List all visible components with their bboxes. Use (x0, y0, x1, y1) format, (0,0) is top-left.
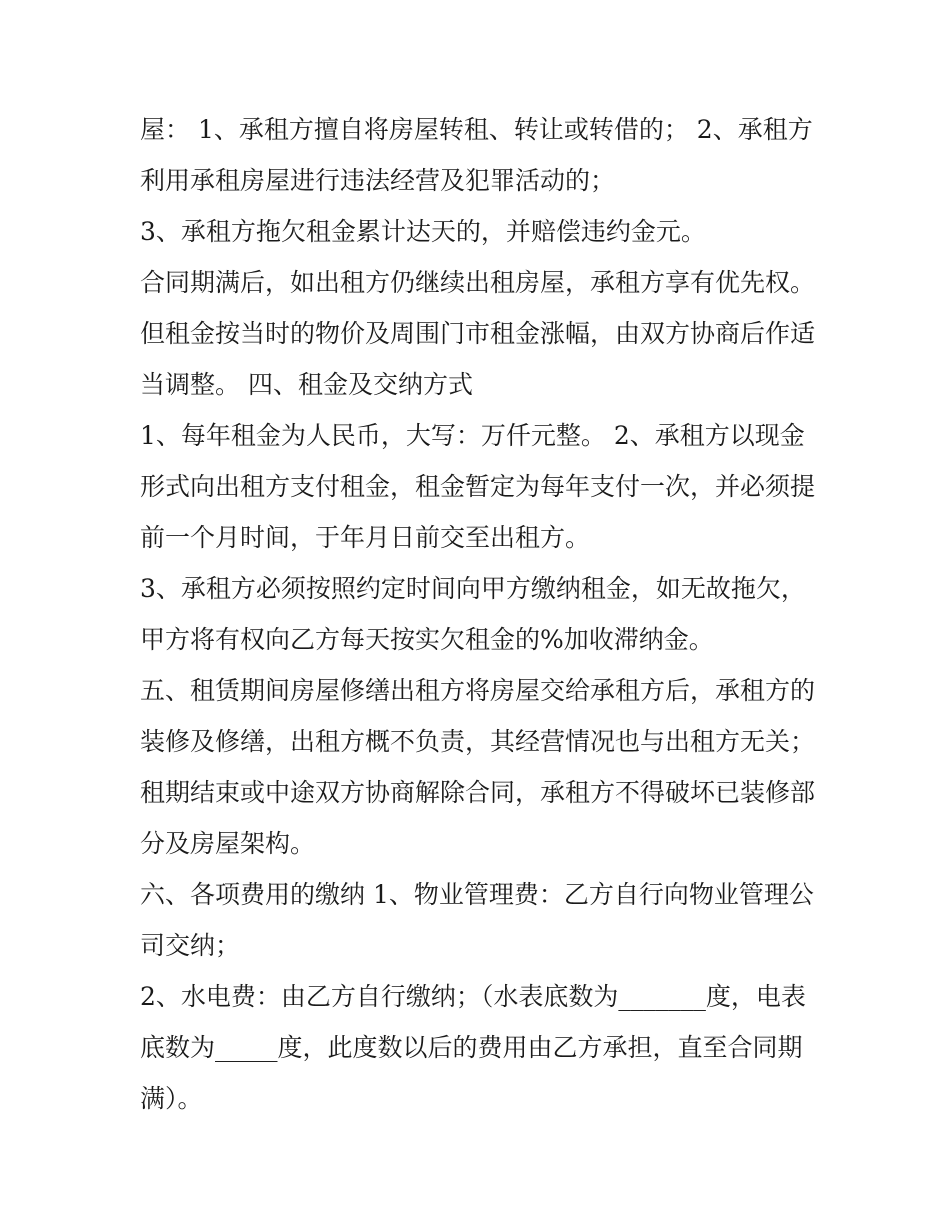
text-line: 2、水电费：由乙方自行缴纳；（水表底数为_______度，电表 (140, 982, 806, 1011)
text-line: 3、承租方必须按照约定时间向甲方缴纳租金，如无故拖欠， (140, 574, 806, 603)
text-line: 合同期满后，如出租方仍继续出租房屋，承租方享有优先权。 (140, 268, 816, 297)
text-line: 利用承租房屋进行违法经营及犯罪活动的； (140, 166, 616, 195)
text-line: 前一个月时间，于年月日前交至出租方。 (140, 523, 591, 552)
text-line: 装修及修缮，出租方概不负责，其经营情况也与出租方无关； (140, 727, 816, 756)
text-line: 满）。 (140, 1084, 203, 1113)
text-line: 甲方将有权向乙方每天按实欠租金的%加收滞纳金。 (140, 625, 714, 654)
text-line: 租期结束或中途双方协商解除合同，承租方不得破坏已装修部 (140, 778, 816, 807)
text-line: 司交纳； (140, 931, 241, 960)
text-line: 分及房屋架构。 (140, 829, 316, 858)
text-line: 3、承租方拖欠租金累计达天的，并赔偿违约金元。 (140, 217, 706, 246)
text-line: 形式向出租方支付租金，租金暂定为每年支付一次，并必须提 (140, 472, 816, 501)
text-line: 五、租赁期间房屋修缮出租方将房屋交给承租方后，承租方的 (140, 676, 816, 705)
text-line: 屋： 1、承租方擅自将房屋转租、转让或转借的； 2、承租方 (140, 115, 813, 144)
text-line: 六、各项费用的缴纳 1、物业管理费：乙方自行向物业管理公 (140, 880, 814, 909)
text-line: 底数为_____度，此度数以后的费用由乙方承担，直至合同期 (140, 1033, 803, 1062)
text-line: 当调整。 四、租金及交纳方式 (140, 370, 473, 399)
text-line: 1、每年租金为人民币，大写：万仟元整。 2、承租方以现金 (140, 421, 805, 450)
text-line: 但租金按当时的物价及周围门市租金涨幅，由双方协商后作适 (140, 319, 816, 348)
